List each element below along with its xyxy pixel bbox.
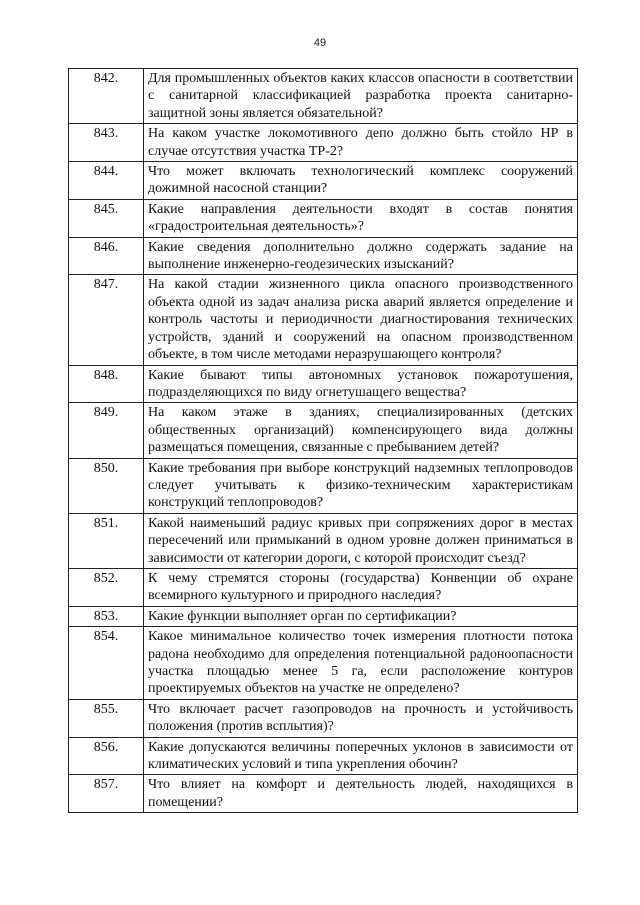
table-row	[69, 627, 578, 700]
table-row	[69, 568, 578, 606]
table-row	[69, 199, 578, 237]
table-row	[69, 458, 578, 513]
question-text: К чему стремятся стороны (государства) Конвенции об охране всемирного культурного и природного наследия?	[144, 568, 578, 606]
question-number: 846.	[69, 237, 144, 275]
table-row	[69, 69, 578, 124]
table-row	[69, 737, 578, 775]
question-number: 850.	[69, 458, 144, 513]
question-text: Что может включать технологический комплекс сооружений дожимной насосной станции?	[144, 162, 578, 200]
question-text: Какие сведения дополнительно должно содержать задание на выполнение инженерно-геодезических изысканий?	[144, 237, 578, 275]
question-number: 857.	[69, 775, 144, 813]
question-number: 845.	[69, 199, 144, 237]
question-text: Какие допускаются величины поперечных уклонов в зависимости от климатических условий и типа укрепления обочин?	[144, 737, 578, 775]
questions-table-body	[69, 69, 578, 813]
question-number: 848.	[69, 365, 144, 403]
question-number: 852.	[69, 568, 144, 606]
table-row	[69, 237, 578, 275]
question-text: Какие функции выполняет орган по сертификации?	[144, 606, 578, 626]
question-number: 854.	[69, 627, 144, 700]
question-text: Что включает расчет газопроводов на прочность и устойчивость положения (против всплытия)?	[144, 699, 578, 737]
table-row	[69, 365, 578, 403]
question-number: 844.	[69, 162, 144, 200]
question-text: На каком этаже в зданиях, специализированных (детских общественных организаций) компенсирующего вида должны размещаться помещения, связанные с пребыванием детей?	[144, 403, 578, 458]
question-text: Какие направления деятельности входят в состав понятия «градостроительная деятельность»?	[144, 199, 578, 237]
table-row	[69, 162, 578, 200]
question-text: Какое минимальное количество точек измерения плотности потока радона необходимо для определения потенциальной радоноопасности участка площадью менее 5 га, если расположение контуров проектируемых объектов на участке не определено?	[144, 627, 578, 700]
question-number: 856.	[69, 737, 144, 775]
question-text: Какие бывают типы автономных установок пожаротушения, подразделяющихся по виду огнетушащего вещества?	[144, 365, 578, 403]
question-text: На какой стадии жизненного цикла опасного производственного объекта одной из задач анализа риска аварий является определение и контроль частоты и периодичности диагностирования технических устройств, зданий и сооружений на опасном производственном объекте, в том числе методами неразрушающего контроля?	[144, 275, 578, 365]
table-row	[69, 124, 578, 162]
question-text: На каком участке локомотивного депо должно быть стойло НР в случае отсутствия участка ТР-2?	[144, 124, 578, 162]
question-number: 849.	[69, 403, 144, 458]
table-row	[69, 699, 578, 737]
table-row	[69, 775, 578, 813]
table-row	[69, 513, 578, 568]
question-text: Что влияет на комфорт и деятельность людей, находящихся в помещении?	[144, 775, 578, 813]
question-text: Какой наименьший радиус кривых при сопряжениях дорог в местах пересечений или примыканий в одном уровне должен приниматься в зависимости от категории дороги, с которой происходит съезд?	[144, 513, 578, 568]
table-row	[69, 275, 578, 365]
table-row	[69, 403, 578, 458]
questions-table	[68, 68, 578, 813]
question-number: 851.	[69, 513, 144, 568]
question-number: 842.	[69, 69, 144, 124]
question-number: 843.	[69, 124, 144, 162]
question-number: 855.	[69, 699, 144, 737]
page-number: 49	[313, 37, 327, 49]
table-row	[69, 606, 578, 626]
question-text: Какие требования при выборе конструкций надземных теплопроводов следует учитывать к физико-техническим характеристикам конструкций теплопроводов?	[144, 458, 578, 513]
question-number: 847.	[69, 275, 144, 365]
question-text: Для промышленных объектов каких классов опасности в соответствии с санитарной классификацией разработка проекта санитарно-защитной зоны является обязательной?	[144, 69, 578, 124]
question-number: 853.	[69, 606, 144, 626]
